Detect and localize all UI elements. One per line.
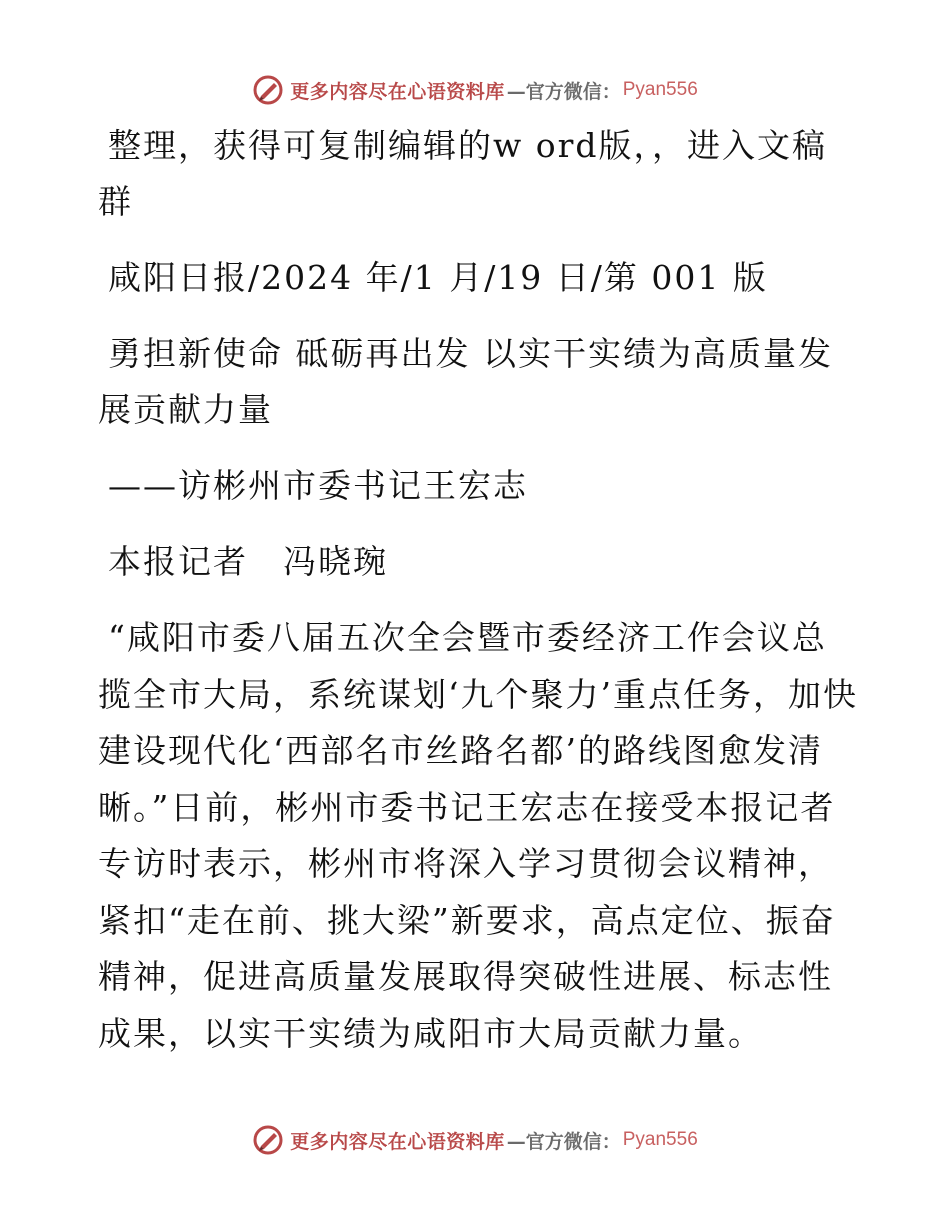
- banner-wechat-id: Pyan556: [622, 1129, 698, 1150]
- pen-logo-icon: [252, 74, 284, 106]
- paragraph-intro: 整理，获得可复制编辑的w ord版，，进入文稿群: [98, 126, 828, 221]
- pen-logo-icon: [252, 1124, 284, 1156]
- article-title: 勇担新使命 砥砺再出发 以实干实绩为高质量发展贡献力量: [98, 334, 833, 429]
- article-byline: 本报记者 冯晓琬: [108, 542, 388, 581]
- footer-banner: [0, 1120, 950, 1160]
- document-body: [98, 118, 858, 1082]
- banner-wechat-id: Pyan556: [622, 79, 698, 100]
- banner-title: 更多内容尽在心语资料库: [290, 80, 505, 103]
- paragraph-source: 咸阳日报/2024 年/1 月/19 日/第 001 版: [108, 258, 768, 297]
- article-body: “咸阳市委八届五次全会暨市委经济工作会议总揽全市大局，系统谋划‘九个聚力’重点任务，加快建设现代化‘西部名市丝路名都’的路线图愈发清晰。”日前，彬州市委书记王宏志在接受本报记者专访时表示，彬州市将深入学习贯彻会议精神，紧扣“走在前、挑大梁”新要求，高点定位、振奋精神，促进高质量发展取得突破性进展、标志性成果，以实干实绩为咸阳市大局贡献力量。: [98, 618, 858, 1053]
- header-banner: [0, 70, 950, 110]
- banner-title: 更多内容尽在心语资料库: [290, 1130, 505, 1153]
- article-subtitle: ——访彬州市委书记王宏志: [108, 466, 528, 505]
- banner-dash: —官方微信：: [506, 1130, 621, 1153]
- banner-dash: —官方微信：: [506, 80, 621, 103]
